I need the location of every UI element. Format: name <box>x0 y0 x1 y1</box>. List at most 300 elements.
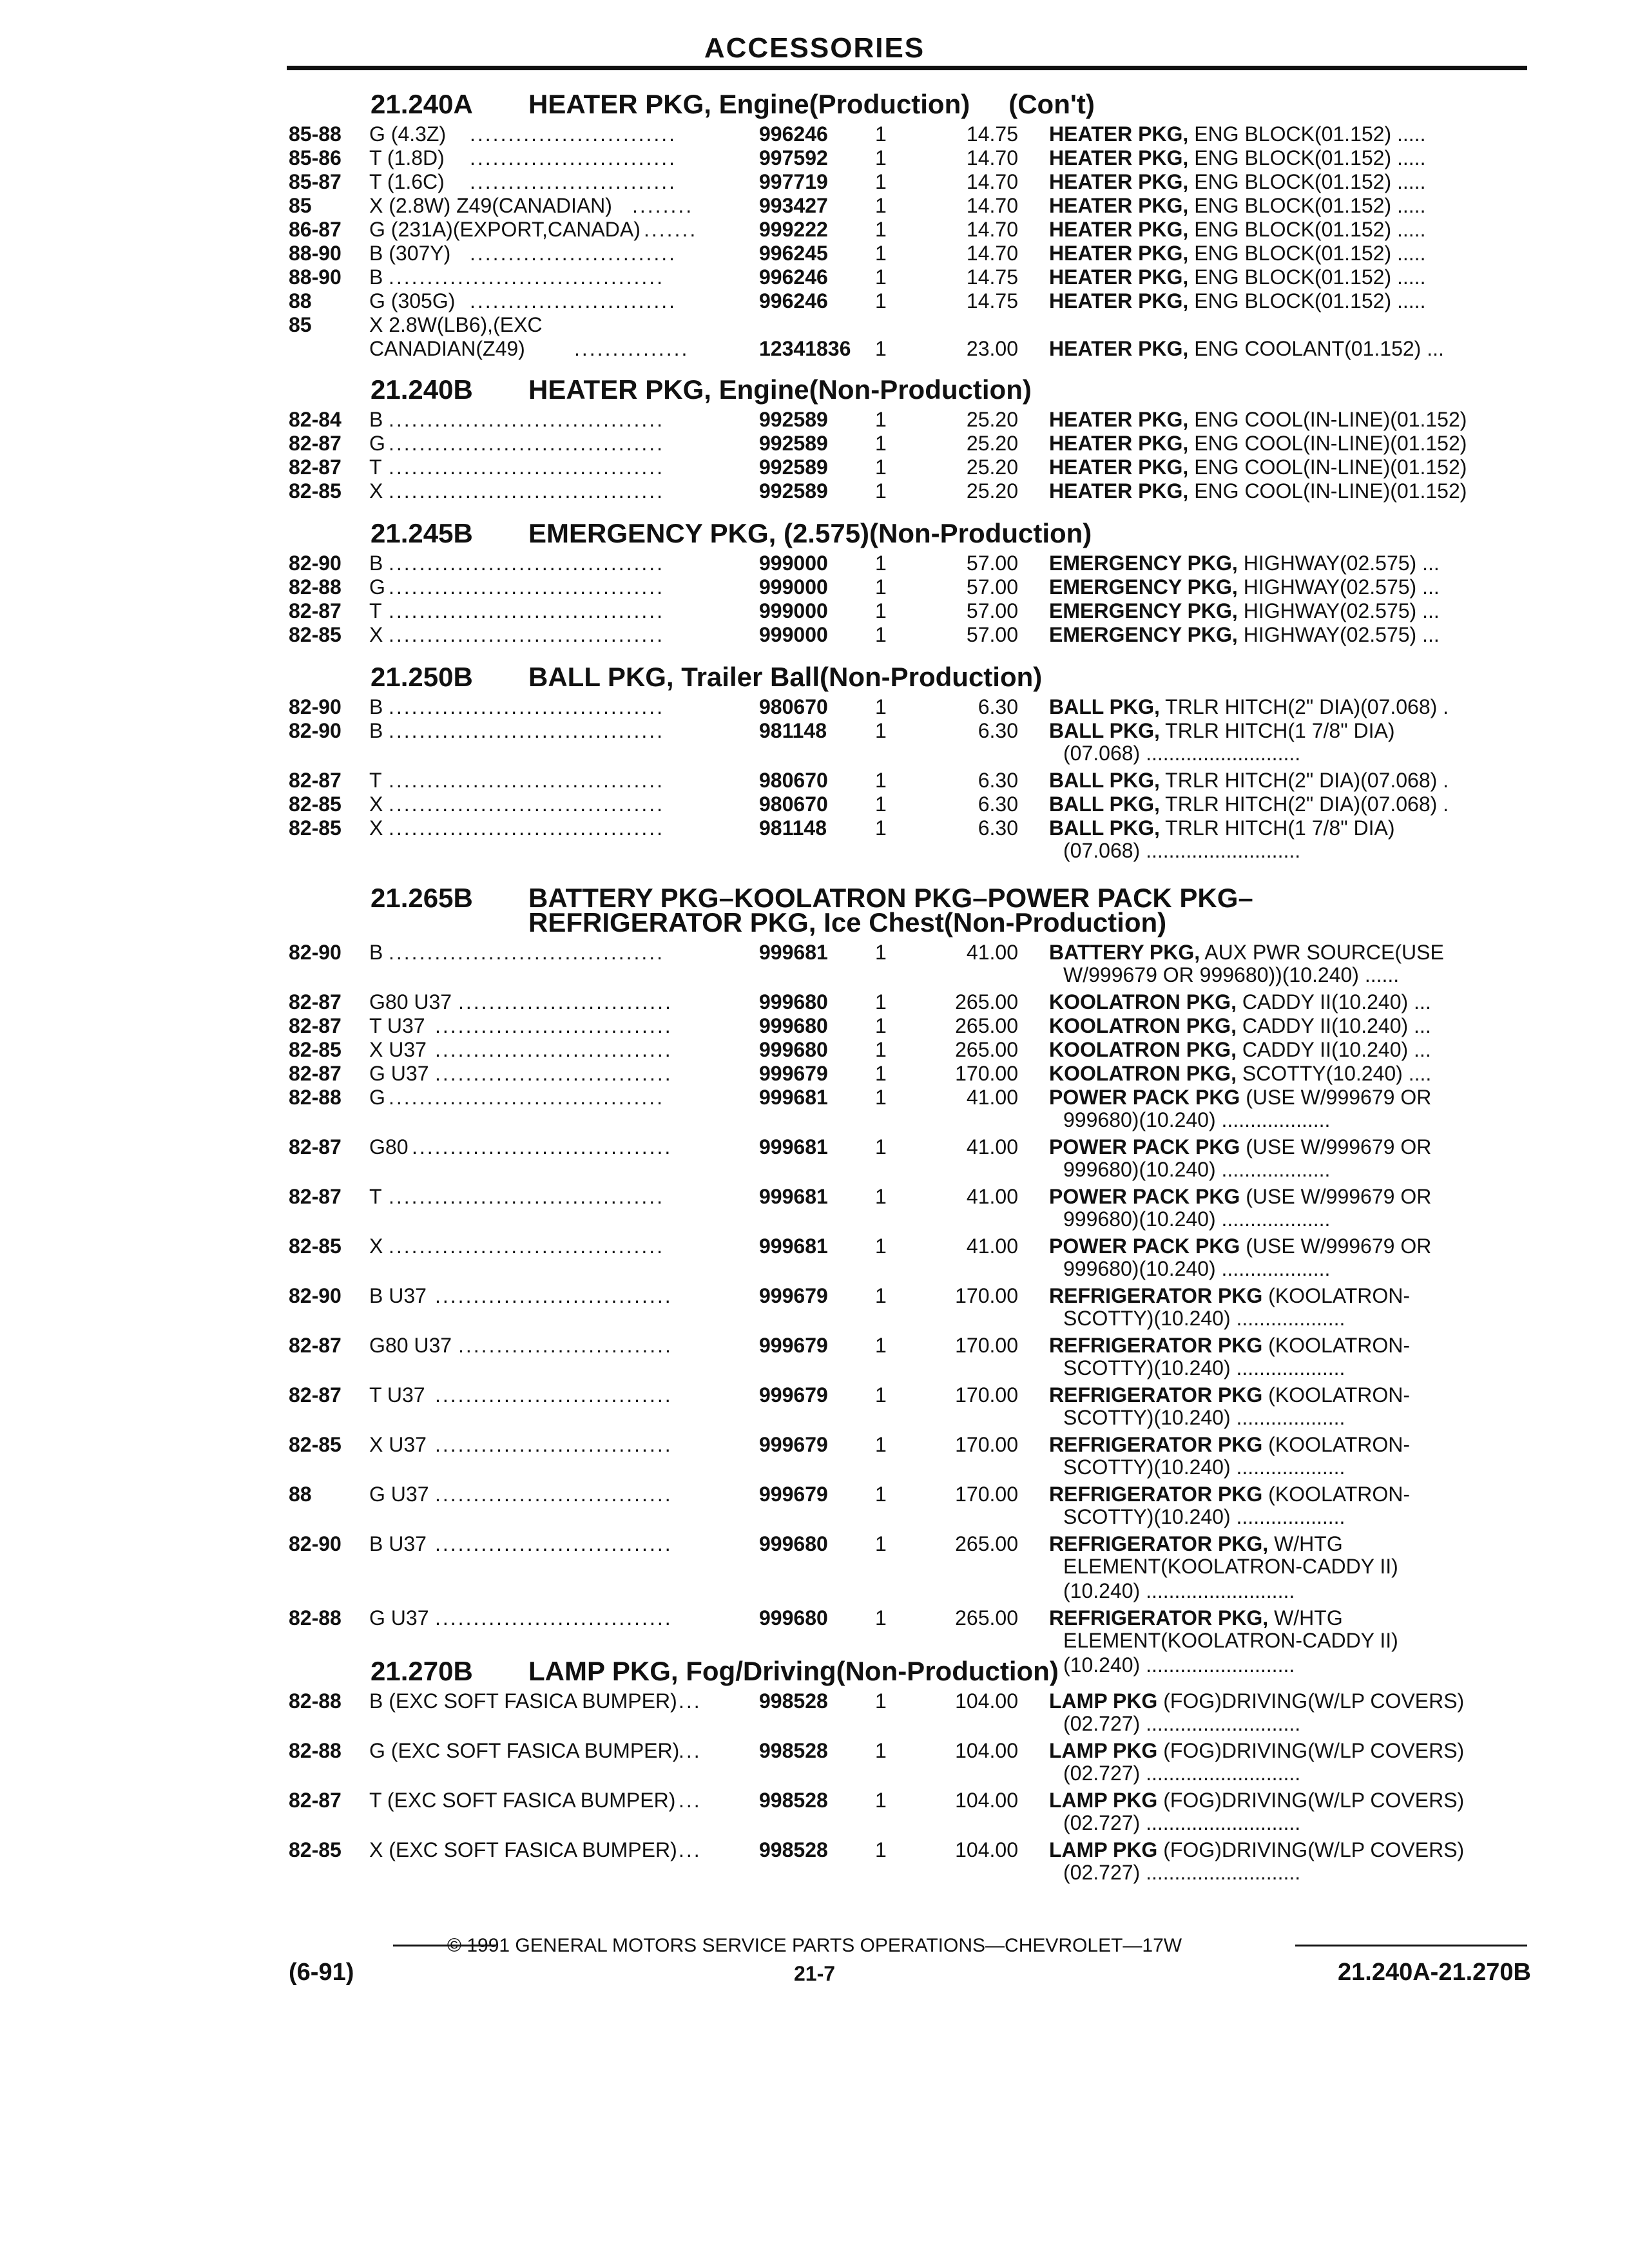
model-years: 82-90 <box>289 941 342 964</box>
description-name: REFRIGERATOR PKG <box>1049 1433 1263 1456</box>
model-application: B U37 <box>369 1532 427 1555</box>
price: 14.70 <box>966 146 1018 169</box>
part-number: 999679 <box>759 1383 828 1407</box>
quantity: 1 <box>875 1135 887 1158</box>
description-name: POWER PACK PKG <box>1049 1235 1240 1258</box>
price: 25.20 <box>966 408 1018 431</box>
model-years: 82-87 <box>289 1185 342 1208</box>
description-detail: AUX PWR SOURCE(USE <box>1204 941 1444 964</box>
model-years: 88 <box>289 289 312 312</box>
description-detail: (FOG)DRIVING(W/LP COVERS) <box>1163 1789 1465 1812</box>
model-years: 82-87 <box>289 432 342 455</box>
description <box>1049 1689 1464 1713</box>
model-application: T U37 <box>369 1014 425 1037</box>
leader-dots: ............................ <box>458 1334 673 1357</box>
description-detail: ENG BLOCK(01.152) ..... <box>1194 218 1426 241</box>
model-application: G (4.3Z) <box>369 122 447 146</box>
footer-section-range: 21.240A-21.270B <box>1338 1959 1531 1986</box>
quantity: 1 <box>875 695 887 718</box>
description-name: KOOLATRON PKG, <box>1049 1062 1237 1085</box>
part-number: 993427 <box>759 194 828 217</box>
description <box>1049 456 1467 479</box>
description-continued: 999680)(10.240) ................... <box>1063 1108 1331 1131</box>
model-application: X (2.8W) Z49(CANADIAN) <box>369 194 612 217</box>
description-continued: 999680)(10.240) ................... <box>1063 1207 1331 1231</box>
quantity: 1 <box>875 1433 887 1456</box>
price: 14.75 <box>966 265 1018 289</box>
part-number: 999679 <box>759 1062 828 1085</box>
description-continued: SCOTTY)(10.240) ................... <box>1063 1406 1345 1429</box>
description-name: LAMP PKG <box>1049 1789 1158 1812</box>
model-application: CANADIAN(Z49) <box>369 337 525 360</box>
part-number: 999679 <box>759 1433 828 1456</box>
description-name: HEATER PKG, <box>1049 170 1189 193</box>
model-application: G <box>369 432 385 455</box>
price: 170.00 <box>955 1483 1018 1506</box>
part-number: 999680 <box>759 1038 828 1061</box>
description-detail: CADDY II(10.240) ... <box>1242 990 1431 1014</box>
description-name: HEATER PKG, <box>1049 289 1189 312</box>
part-number: 999681 <box>759 941 828 964</box>
description <box>1049 146 1425 170</box>
model-application: X <box>369 479 383 503</box>
description-name: HEATER PKG, <box>1049 456 1189 479</box>
part-number: 992589 <box>759 408 828 431</box>
description <box>1049 1235 1431 1258</box>
quantity: 1 <box>875 479 887 503</box>
model-application: G (EXC SOFT FASICA BUMPER) <box>369 1739 680 1762</box>
model-years: 82-85 <box>289 1433 342 1456</box>
price: 57.00 <box>966 599 1018 622</box>
price: 170.00 <box>955 1284 1018 1307</box>
description <box>1049 218 1425 242</box>
description <box>1049 1483 1410 1506</box>
description <box>1049 1135 1431 1159</box>
quantity: 1 <box>875 1334 887 1357</box>
price: 14.75 <box>966 122 1018 146</box>
description <box>1049 1606 1343 1630</box>
footer-page-number: 21-7 <box>793 1962 836 1985</box>
model-application: B <box>369 941 383 964</box>
description-name: REFRIGERATOR PKG <box>1049 1284 1263 1307</box>
description-name: HEATER PKG, <box>1049 242 1189 265</box>
leader-dots: .................................... <box>389 793 665 816</box>
model-application: G U37 <box>369 1606 429 1629</box>
description-detail: ENG BLOCK(01.152) ..... <box>1194 289 1426 312</box>
part-number: 998528 <box>759 1689 828 1713</box>
description-name: POWER PACK PKG <box>1049 1185 1240 1208</box>
section-title: HEATER PKG, Engine(Production) <box>528 89 970 119</box>
model-years: 82-85 <box>289 1838 342 1861</box>
section-number: 21.245B <box>371 518 473 548</box>
description <box>1049 552 1440 575</box>
description-name: BATTERY PKG, <box>1049 941 1200 964</box>
quantity: 1 <box>875 552 887 575</box>
quantity: 1 <box>875 816 887 840</box>
part-number: 998528 <box>759 1789 828 1812</box>
description-name: EMERGENCY PKG, <box>1049 623 1238 646</box>
part-number: 999000 <box>759 599 828 622</box>
section-title: BALL PKG, Trailer Ball(Non-Production) <box>528 662 1043 692</box>
model-years: 82-88 <box>289 1606 342 1629</box>
description <box>1049 1383 1410 1407</box>
description-name: HEATER PKG, <box>1049 432 1189 455</box>
description-continued: (02.727) ........................... <box>1063 1811 1301 1834</box>
model-application: T (1.6C) <box>369 170 445 193</box>
quantity: 1 <box>875 793 887 816</box>
section-number: 21.240B <box>371 374 473 405</box>
quantity: 1 <box>875 1789 887 1812</box>
description-continued-2: (10.240) .......................... <box>1063 1653 1295 1677</box>
description-name: REFRIGERATOR PKG <box>1049 1334 1263 1357</box>
section-number: 21.250B <box>371 662 473 692</box>
description-detail: TRLR HITCH(1 7/8" DIA) <box>1165 719 1395 742</box>
model-years: 85 <box>289 313 312 336</box>
quantity: 1 <box>875 1185 887 1208</box>
model-years: 82-88 <box>289 1689 342 1713</box>
description <box>1049 242 1425 265</box>
price: 6.30 <box>978 769 1018 792</box>
model-application: X <box>369 816 383 840</box>
page-header: ACCESSORIES <box>704 32 925 64</box>
footer-date: (6-91) <box>289 1959 354 1986</box>
description-name: LAMP PKG <box>1049 1689 1158 1713</box>
price: 104.00 <box>955 1739 1018 1762</box>
description <box>1049 170 1425 194</box>
quantity: 1 <box>875 194 887 217</box>
model-application: G <box>369 575 385 599</box>
description-detail: (FOG)DRIVING(W/LP COVERS) <box>1163 1689 1465 1713</box>
part-number: 999680 <box>759 990 828 1014</box>
description <box>1049 816 1394 840</box>
price: 41.00 <box>966 941 1018 964</box>
part-number: 999000 <box>759 575 828 599</box>
leader-dots: .................................... <box>389 623 665 646</box>
leader-dots: ............................... <box>435 1483 673 1506</box>
leader-dots: .................................... <box>389 552 665 575</box>
description-detail: (USE W/999679 OR <box>1246 1235 1432 1258</box>
description-name: LAMP PKG <box>1049 1838 1158 1861</box>
description-continued: (07.068) ........................... <box>1063 839 1301 862</box>
quantity: 1 <box>875 456 887 479</box>
description <box>1049 695 1449 719</box>
price: 170.00 <box>955 1433 1018 1456</box>
model-years: 82-87 <box>289 1383 342 1407</box>
price: 25.20 <box>966 456 1018 479</box>
leader-dots: .................................... <box>389 479 665 503</box>
model-application: X <box>369 623 383 646</box>
description-detail: HIGHWAY(02.575) ... <box>1243 599 1440 622</box>
model-years: 88 <box>289 1483 312 1506</box>
part-number: 992589 <box>759 479 828 503</box>
description-detail: SCOTTY(10.240) .... <box>1242 1062 1432 1085</box>
part-number: 999000 <box>759 552 828 575</box>
model-application: T <box>369 599 382 622</box>
leader-dots: ............................... <box>435 1038 673 1061</box>
description <box>1049 1086 1431 1110</box>
model-years: 82-90 <box>289 1284 342 1307</box>
price: 14.70 <box>966 170 1018 193</box>
leader-dots: ... <box>679 1789 702 1812</box>
model-years: 82-87 <box>289 1789 342 1812</box>
leader-dots: ............................... <box>435 1383 673 1407</box>
description-name: BALL PKG, <box>1049 719 1160 742</box>
description-detail: (USE W/999679 OR <box>1246 1086 1432 1109</box>
model-years: 82-84 <box>289 408 342 431</box>
description <box>1049 1038 1431 1062</box>
description <box>1049 289 1425 313</box>
quantity: 1 <box>875 432 887 455</box>
model-application: G80 <box>369 1135 409 1158</box>
description-detail: (USE W/999679 OR <box>1246 1185 1432 1208</box>
description-detail: (KOOLATRON- <box>1268 1433 1411 1456</box>
model-application: B <box>369 719 383 742</box>
model-application: T (1.8D) <box>369 146 445 169</box>
leader-dots: ............................... <box>435 1284 673 1307</box>
price: 6.30 <box>978 793 1018 816</box>
price: 41.00 <box>966 1185 1018 1208</box>
leader-dots: .................................. <box>412 1135 673 1158</box>
description <box>1049 265 1425 289</box>
model-years: 82-85 <box>289 793 342 816</box>
description <box>1049 1532 1343 1556</box>
description <box>1049 623 1440 647</box>
leader-dots: .................................... <box>389 1086 665 1109</box>
leader-dots: ........................... <box>470 122 677 146</box>
description-continued: (07.068) ........................... <box>1063 742 1301 765</box>
quantity: 1 <box>875 1235 887 1258</box>
section-heading <box>371 662 1042 693</box>
description-detail: ENG COOLANT(01.152) ... <box>1194 337 1444 360</box>
section-heading <box>371 518 1092 549</box>
price: 25.20 <box>966 479 1018 503</box>
description-continued: SCOTTY)(10.240) ................... <box>1063 1307 1345 1330</box>
description-detail: ENG COOL(IN-LINE)(01.152) <box>1194 456 1467 479</box>
model-application: G (231A)(EXPORT,CANADA) <box>369 218 641 241</box>
leader-dots: ............................ <box>458 990 673 1014</box>
part-number: 998528 <box>759 1838 828 1861</box>
description-detail: ENG COOL(IN-LINE)(01.152) <box>1194 432 1467 455</box>
leader-dots: .................................... <box>389 769 665 792</box>
leader-dots: .................................... <box>389 941 665 964</box>
quantity: 1 <box>875 990 887 1014</box>
part-number: 981148 <box>759 719 827 742</box>
quantity: 1 <box>875 769 887 792</box>
description <box>1049 599 1440 623</box>
price: 6.30 <box>978 695 1018 718</box>
description-detail: W/HTG <box>1274 1606 1343 1629</box>
part-number: 996246 <box>759 122 828 146</box>
description-name: BALL PKG, <box>1049 816 1160 840</box>
model-years: 82-87 <box>289 1014 342 1037</box>
price: 170.00 <box>955 1383 1018 1407</box>
model-years: 82-87 <box>289 1062 342 1085</box>
price: 14.70 <box>966 242 1018 265</box>
description-detail: (KOOLATRON- <box>1268 1483 1411 1506</box>
quantity: 1 <box>875 289 887 312</box>
description <box>1049 990 1431 1014</box>
description-continued: (02.727) ........................... <box>1063 1762 1301 1785</box>
description-name: BALL PKG, <box>1049 793 1160 816</box>
part-number: 999681 <box>759 1235 828 1258</box>
model-years: 82-85 <box>289 479 342 503</box>
model-application: G (305G) <box>369 289 456 312</box>
leader-dots: ............................... <box>435 1532 673 1555</box>
quantity: 1 <box>875 623 887 646</box>
description-name: KOOLATRON PKG, <box>1049 1038 1237 1061</box>
quantity: 1 <box>875 1086 887 1109</box>
leader-dots: .................................... <box>389 265 665 289</box>
description-name: HEATER PKG, <box>1049 408 1189 431</box>
price: 41.00 <box>966 1086 1018 1109</box>
model-application: T <box>369 1185 382 1208</box>
leader-dots: .................................... <box>389 1185 665 1208</box>
description <box>1049 194 1425 218</box>
part-number: 999222 <box>759 218 828 241</box>
description <box>1049 1185 1431 1209</box>
section-title-line2: REFRIGERATOR PKG, Ice Chest(Non-Production) <box>528 907 1167 937</box>
description-continued: W/999679 OR 999680))(10.240) ...... <box>1063 963 1400 986</box>
description-detail: (USE W/999679 OR <box>1246 1135 1432 1158</box>
description-continued-2: (10.240) .......................... <box>1063 1579 1295 1602</box>
model-years: 82-85 <box>289 1038 342 1061</box>
description-name: HEATER PKG, <box>1049 122 1189 146</box>
description <box>1049 1014 1431 1038</box>
leader-dots: .................................... <box>389 599 665 622</box>
price: 14.70 <box>966 218 1018 241</box>
description-name: POWER PACK PKG <box>1049 1135 1240 1158</box>
model-application: T U37 <box>369 1383 425 1407</box>
quantity: 1 <box>875 941 887 964</box>
description-name: POWER PACK PKG <box>1049 1086 1240 1109</box>
quantity: 1 <box>875 1483 887 1506</box>
model-application: B <box>369 695 383 718</box>
part-number: 999680 <box>759 1532 828 1555</box>
description-detail: (FOG)DRIVING(W/LP COVERS) <box>1163 1838 1465 1861</box>
description-detail: TRLR HITCH(2" DIA)(07.068) . <box>1165 769 1449 792</box>
leader-dots: .................................... <box>389 575 665 599</box>
description-detail: TRLR HITCH(2" DIA)(07.068) . <box>1165 695 1449 718</box>
model-application: X 2.8W(LB6),(EXC <box>369 313 543 336</box>
model-application: G80 U37 <box>369 990 452 1014</box>
description-continued: (02.727) ........................... <box>1063 1861 1301 1884</box>
price: 170.00 <box>955 1062 1018 1085</box>
quantity: 1 <box>875 122 887 146</box>
model-years: 82-87 <box>289 599 342 622</box>
description-continued: (02.727) ........................... <box>1063 1712 1301 1735</box>
description-detail: ENG BLOCK(01.152) ..... <box>1194 122 1426 146</box>
description-name: EMERGENCY PKG, <box>1049 575 1238 599</box>
description <box>1049 941 1444 965</box>
part-number: 999681 <box>759 1135 828 1158</box>
description-continued: ELEMENT(KOOLATRON-CADDY II) <box>1063 1555 1398 1578</box>
description <box>1049 1284 1410 1308</box>
model-years: 82-87 <box>289 769 342 792</box>
part-number: 996246 <box>759 289 828 312</box>
description-detail: (KOOLATRON- <box>1268 1284 1411 1307</box>
price: 23.00 <box>966 337 1018 360</box>
model-application: X <box>369 1235 383 1258</box>
description <box>1049 1334 1410 1358</box>
description <box>1049 122 1425 146</box>
model-years: 82-87 <box>289 1334 342 1357</box>
model-years: 82-85 <box>289 623 342 646</box>
leader-dots: ............... <box>574 337 689 360</box>
price: 104.00 <box>955 1789 1018 1812</box>
model-application: T <box>369 456 382 479</box>
quantity: 1 <box>875 408 887 431</box>
part-number: 981148 <box>759 816 827 840</box>
model-years: 82-88 <box>289 575 342 599</box>
model-years: 82-87 <box>289 990 342 1014</box>
price: 14.70 <box>966 194 1018 217</box>
model-years: 82-87 <box>289 1135 342 1158</box>
description-detail: HIGHWAY(02.575) ... <box>1243 575 1440 599</box>
price: 265.00 <box>955 1038 1018 1061</box>
description-name: REFRIGERATOR PKG, <box>1049 1606 1269 1629</box>
section-continued: (Con't) <box>1008 89 1095 119</box>
section-title: LAMP PKG, Fog/Driving(Non-Production) <box>528 1656 1059 1686</box>
part-number: 997719 <box>759 170 828 193</box>
leader-dots: ........................... <box>470 242 677 265</box>
price: 41.00 <box>966 1235 1018 1258</box>
part-number: 999681 <box>759 1185 828 1208</box>
description-detail: ENG BLOCK(01.152) ..... <box>1194 242 1426 265</box>
quantity: 1 <box>875 1014 887 1037</box>
part-number: 996245 <box>759 242 828 265</box>
description-detail: (KOOLATRON- <box>1268 1334 1411 1357</box>
description-name: KOOLATRON PKG, <box>1049 990 1237 1014</box>
description <box>1049 337 1444 361</box>
description <box>1049 769 1449 793</box>
description-name: HEATER PKG, <box>1049 337 1189 360</box>
description-name: BALL PKG, <box>1049 769 1160 792</box>
model-application: X U37 <box>369 1433 427 1456</box>
price: 57.00 <box>966 575 1018 599</box>
part-number: 992589 <box>759 456 828 479</box>
description-detail: HIGHWAY(02.575) ... <box>1243 552 1440 575</box>
quantity: 1 <box>875 719 887 742</box>
section-heading <box>371 1656 1059 1687</box>
description <box>1049 408 1467 432</box>
leader-dots: ............................... <box>435 1014 673 1037</box>
price: 57.00 <box>966 552 1018 575</box>
description-detail: ENG BLOCK(01.152) ..... <box>1194 146 1426 169</box>
price: 104.00 <box>955 1838 1018 1861</box>
price: 265.00 <box>955 1532 1018 1555</box>
quantity: 1 <box>875 1062 887 1085</box>
quantity: 1 <box>875 265 887 289</box>
model-application: G U37 <box>369 1062 429 1085</box>
description <box>1049 1739 1464 1763</box>
price: 41.00 <box>966 1135 1018 1158</box>
footer-copyright: © 1991 GENERAL MOTORS SERVICE PARTS OPERATIONS—CHEVROLET—17W <box>447 1935 1182 1956</box>
section-number: 21.265B <box>371 883 473 913</box>
part-number: 992589 <box>759 432 828 455</box>
model-years: 85 <box>289 194 312 217</box>
description-continued: 999680)(10.240) ................... <box>1063 1257 1331 1280</box>
leader-dots: .................................... <box>389 432 665 455</box>
description-continued: SCOTTY)(10.240) ................... <box>1063 1505 1345 1528</box>
part-number: 996246 <box>759 265 828 289</box>
description-continued: 999680)(10.240) ................... <box>1063 1158 1331 1181</box>
leader-dots: ............................... <box>435 1062 673 1085</box>
description-detail: ENG BLOCK(01.152) ..... <box>1194 265 1426 289</box>
description-name: HEATER PKG, <box>1049 146 1189 169</box>
leader-dots: ... <box>679 1739 702 1762</box>
leader-dots: ........................... <box>470 170 677 193</box>
leader-dots: .................................... <box>389 816 665 840</box>
